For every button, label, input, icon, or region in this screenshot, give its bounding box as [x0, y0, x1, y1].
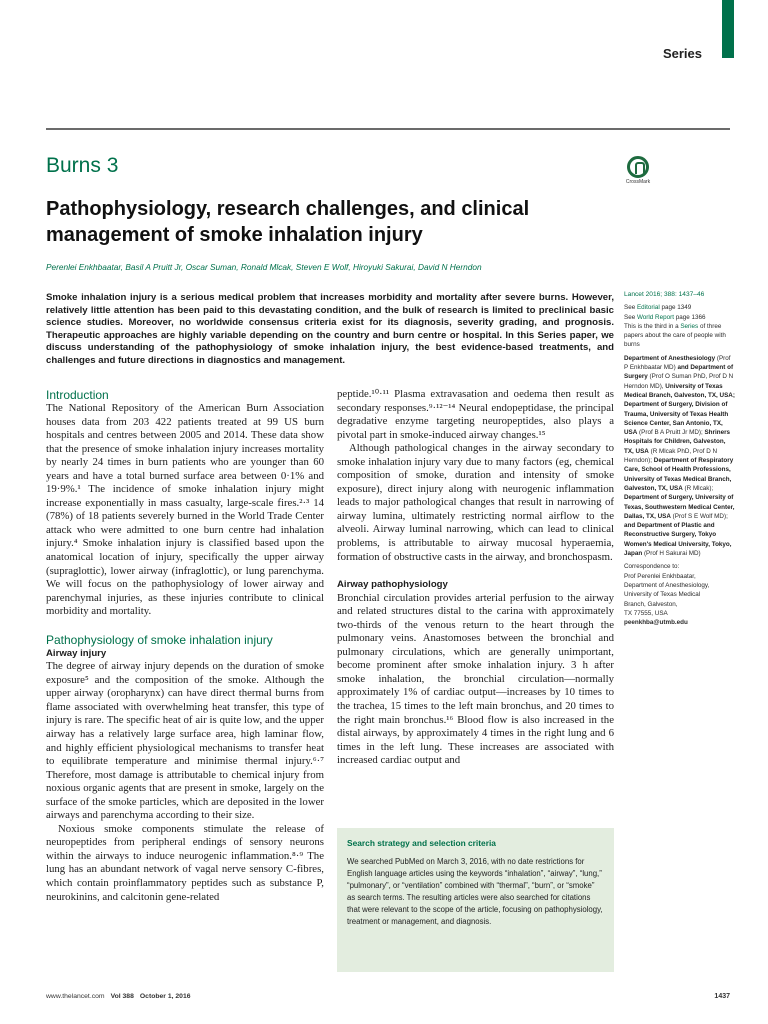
noxious-smoke-paragraph: Noxious smoke components stimulate the release of neuropeptides from peripheral endings of sensory neurons within the airways to induce neurogenic inflammation.⁸·⁹ The lung has an abundant network of vagal nerve sensory C-fibres, which contain proinflammatory peptides such as substance P, neurokinins, and calcitonin gene-related: [46, 822, 324, 903]
see-editorial: [624, 303, 736, 312]
search-strategy-title: Search strategy and selection criteria: [347, 838, 496, 848]
abstract: Smoke inhalation injury is a serious medical problem that increases morbidity and mortality after severe burns. However, relatively little attention has been paid to this devastating condition, and the bulk of research is limited to preclinical basic science studies. Moreover, no worldwide consensus criteria exist for its diagnosis, severity grading, and prognosis. Therapeutic approaches are highly variable depending on the country and burn centre or hospital. In this Series paper, we discuss understanding of the pathophysiology of smoke inhalation injury, the best evidence-based treatments, and challenges and future directions in diagnostics and management.: [46, 292, 614, 366]
see-world-report: [624, 313, 736, 322]
affiliations: [624, 354, 736, 559]
airway-injury-heading: Airway injury: [46, 647, 107, 659]
affiliation-plain: (Prof O Suman PhD, Prof D N Herndon MD),: [624, 373, 734, 390]
search-strategy-panel: [337, 828, 614, 972]
footer-site[interactable]: www.thelancet.com: [46, 993, 105, 1000]
header-rule: [46, 128, 730, 130]
article-title: Pathophysiology, research challenges, and clinical management of smoke inhalation injury: [46, 198, 530, 246]
pathophysiology-heading: Pathophysiology of smoke inhalation injury: [46, 632, 273, 647]
correspondence-line: Branch, Galveston,: [624, 600, 678, 608]
correspondence-line: TX 77555, USA: [624, 609, 668, 617]
affiliation-bold: Shriners Hospitals for Children, Galveston, TX, USA: [624, 429, 731, 455]
affiliation-plain: (Prof P Enkhbaatar MD): [624, 354, 731, 372]
pathological-changes-paragraph: Although pathological changes in the airway secondary to smoke inhalation injury vary due to many factors (eg, chemical composition of smoke, duration and intensity of smoke exposure), direct injury along with neurogenic inflammation leads to major pathological changes that result in narrowing of airway lumina, ultimately restricting normal airflow to the alveoli. Airway luminal narrowing, which can lead to clinical problems, is attributable to airway mucosal hyperaemia, formation of obstructive casts in the airway, and bronchospasm.: [337, 442, 614, 563]
affiliation-bold: Department of Surgery, University of Texas, Southwestern Medical Center, Dallas, TX, USA: [624, 494, 735, 520]
body-column-left: [46, 388, 324, 904]
section-title: Burns 3: [46, 154, 119, 177]
neuropeptide-paragraph: peptide.¹⁰·¹¹ Plasma extravasation and oedema then result as secondary responses.⁹·¹²⁻¹⁴ Neural endopeptidase, the principal degradative enzyme targeting neuropeptides, also plays a pivotal part in smoke-induced airway changes.¹⁵: [337, 388, 614, 441]
affiliation-plain: (Prof S E Wolf MD);: [670, 512, 728, 520]
correspondence-line: Prof Perenlei Enkhbaatar,: [624, 572, 696, 580]
crossmark-icon: [627, 156, 649, 178]
series-note-suffix: of three papers about the care of people with burns: [624, 322, 726, 349]
crossmark-label: CrossMark: [625, 179, 651, 185]
world-report-link[interactable]: World Report: [636, 313, 674, 321]
airway-injury-paragraph: The degree of airway injury depends on the duration of smoke exposure⁵ and the composition of the smoke. Although the upper airway (oropharynx) can have direct thermal burns from flame associated with overwhelming heat transfer, this type of injury is rare. The specific heat of air is quite low, and the upper airway has a relatively large surface area, high laminar flow, and highly efficient physiological mechanisms to transfer heat to equilibrate temperature and minimise thermal injury.⁶·⁷ Therefore, most damage is attributable to chemical injury from noxious organic agents that are present in smoke, largely on the surface of the smoke particles, which are deposited in the lower airways and parenchyma according to their size.: [46, 660, 324, 822]
see-editorial-prefix: See: [624, 304, 637, 312]
affiliation-plain: (R Mlcak);: [682, 484, 714, 492]
affiliation-bold: and Department of Plastic and Reconstructive Surgery, Tokyo Women's Medical University, Tokyo, Japan: [624, 522, 732, 558]
affiliation-plain: (R Mlcak PhD, Prof D N Herndon);: [624, 447, 718, 465]
footer-date: October 1, 2016: [139, 993, 191, 1000]
correspondence-line: Department of Anesthesiology,: [624, 581, 710, 589]
correspondence-email[interactable]: peenkhba@utmb.edu: [624, 619, 688, 627]
affiliation-bold: Department of Respiratory Care, School of Health Professions, University of Texas Medical Branch, Galveston, TX, USA: [624, 457, 734, 492]
see-world-prefix: See: [624, 313, 637, 321]
see-world-suffix: page 1366: [673, 313, 706, 321]
author-list: Perenlei Enkhbaatar, Basil A Pruitt Jr, Oscar Suman, Ronald Mlcak, Steven E Wolf, Hiroyuki Sakurai, David N Herndon: [46, 262, 482, 272]
affiliation-plain: (Prof B A Pruitt Jr MD);: [637, 429, 705, 437]
affiliation-bold: and Department of Surgery: [624, 364, 734, 381]
series-color-tab: [722, 0, 734, 58]
affiliation-bold: University of Texas Medical Branch, Galveston, TX, USA; Department of Surgery, Division of Trauma, University of Texas Health Science Center, San Antonio, TX, USA: [624, 382, 735, 437]
series-note-prefix: This is the third in a: [624, 322, 681, 330]
footer-journal: [46, 993, 191, 1000]
introduction-paragraph: The National Repository of the American Burn Association houses data from 203 422 patients treated at 99 US burn hospitals and centres between 2005 and 2014. These data show that the presence of smoke inhalation injury increases mortality by nearly 24 times in burn patients who are younger than 60 years and have a total burned surface area between 0·1% and 19·9%.¹ The incidence of smoke inhalation injury might increase exponentially in mass casualty, large-scale fires.²·³ 14 (78%) of 18 patients severely burned in the World Trade Center attack who were admitted to one burn centre had inhalation injury.⁴ Smoke inhalation injury is classified based upon the anatomical location of injury, specifically the upper airway (supraglottic), lower airway (infraglottic), or lung parenchyma. We will focus on the pathophysiology of lower airway and parenchymal injuries, as these injuries contribute to clinical morbidity and mortality.: [46, 402, 324, 618]
affiliation-plain: (Prof H Sakurai MD): [642, 550, 701, 558]
footer-volume: Vol 388: [110, 993, 134, 1000]
airway-pathophysiology-paragraph: Bronchial circulation provides arterial perfusion to the airway and related structures distal to the carina with approximately two-thirds of the venous return to the heart through the pulmonary veins. Anastomoses between the bronchial and pulmonary circulations, which are generally unimportant, become prominent after smoke inhalation injury. 3 h after smoke inhalation, the bronchial circulation—normally approximately 1% of cardiac output—increases by 10 times to the trachea, 15 times to the left main bronchus, and 20 times to the right main bronchus.¹⁶ Blood flow is also increased in the distal airways, by approximately 4 times in the right lung and 6 times in the left lung. These increases are associated with increased cardiac output and: [337, 591, 614, 767]
body-column-right: [337, 388, 614, 768]
series-note: [624, 322, 736, 350]
crossmark-badge[interactable]: [625, 156, 651, 185]
sidebar: [624, 290, 736, 627]
introduction-heading: Introduction: [46, 388, 109, 402]
citation: Lancet 2016; 388: 1437–46: [624, 291, 705, 298]
editorial-link[interactable]: Editorial: [636, 304, 660, 312]
page-number: 1437: [714, 993, 730, 1000]
affiliation-bold: Department of Anesthesiology: [624, 354, 716, 362]
correspondence-line: University of Texas Medical: [624, 591, 701, 599]
see-editorial-suffix: page 1349: [659, 304, 692, 312]
airway-pathophysiology-heading: Airway pathophysiology: [337, 579, 448, 591]
series-label: Series: [662, 46, 702, 61]
search-strategy-text: We searched PubMed on March 3, 2016, with no date restrictions for English language articles using the keywords “inhalation”, “airway”, “lung,” “pulmonary”, or “ventilation” combined with “thermal”, “burn”, or “smoke” as search terms. The resulting articles were also searched for citations that were relevant to the scope of the article, focusing on pathophysiology, treatment or management, and diagnosis.: [347, 857, 603, 926]
correspondence-label: Correspondence to:: [624, 563, 680, 571]
series-link[interactable]: Series: [680, 322, 699, 330]
